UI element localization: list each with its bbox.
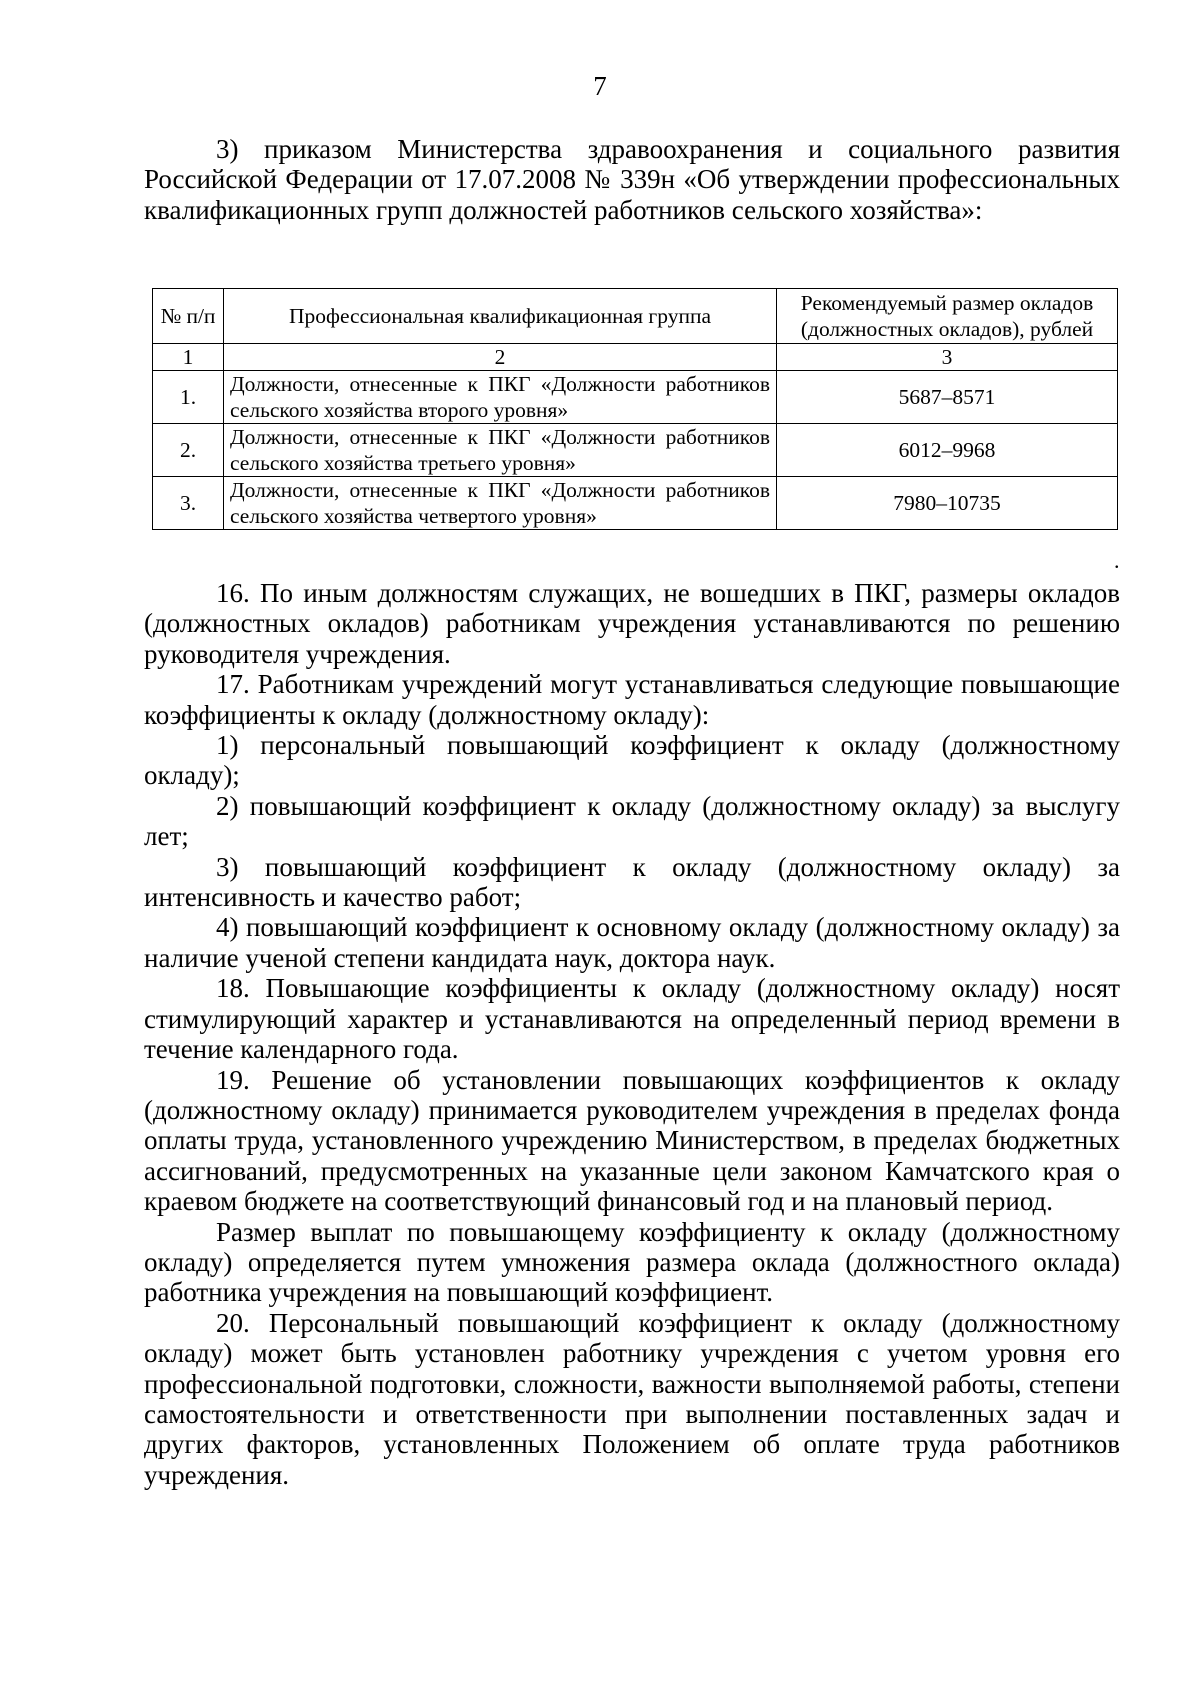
list-item-3: 3) повышающий коэффициент к окладу (должностному окладу) за интенсивность и качество работ; — [144, 851, 1120, 913]
index-cell: 1 — [153, 344, 224, 371]
row-salary: 7980–10735 — [777, 477, 1118, 530]
paragraph-16: 16. По иным должностям служащих, не вошедших в ПКГ, размеры окладов (должностных окладов) работникам учреждения устанавливаются по решению руководителя учреждения. — [144, 578, 1120, 669]
row-group: Должности, отнесенные к ПКГ «Должности работников сельского хозяйства второго уровня» — [224, 371, 777, 424]
row-number: 3. — [153, 477, 224, 530]
trailing-dot: . — [1114, 548, 1120, 573]
row-salary: 6012–9968 — [777, 424, 1118, 477]
paragraph-20: 20. Персональный повышающий коэффициент к окладу (должностному окладу) может быть установлен работнику учреждения с учетом уровня его профессиональной подготовки, сложности, важности выполняемой работы, степени самостоятельности и ответственности при выполнении поставленных задач и других факторов, установленных Положением об оплате труда работников учреждения. — [144, 1307, 1120, 1490]
header-number: № п/п — [153, 289, 224, 344]
intro-section — [144, 134, 1120, 225]
row-salary: 5687–8571 — [777, 371, 1118, 424]
list-item-1: 1) персональный повышающий коэффициент к окладу (должностному окладу); — [144, 730, 1120, 791]
header-group: Профессиональная квалификационная группа — [224, 289, 777, 344]
table-row — [153, 477, 1118, 530]
row-group: Должности, отнесенные к ПКГ «Должности работников сельского хозяйства четвертого уровня» — [224, 477, 777, 530]
table-header-row — [153, 289, 1118, 344]
row-group: Должности, отнесенные к ПКГ «Должности работников сельского хозяйства третьего уровня» — [224, 424, 777, 477]
row-number: 2. — [153, 424, 224, 477]
list-item-4: 4) повышающий коэффициент к основному окладу (должностному окладу) за наличие ученой степени кандидата наук, доктора наук. — [144, 912, 1120, 973]
intro-paragraph: 3) приказом Министерства здравоохранения и социального развития Российской Федерации от 17.07.2008 № 339н «Об утверждении профессиональных квалификационных групп должностей работников сельского хозяйства»: — [144, 134, 1120, 225]
page-number: 7 — [593, 71, 607, 101]
row-number: 1. — [153, 371, 224, 424]
body-section — [144, 578, 1120, 1490]
paragraph-19: 19. Решение об установлении повышающих коэффициентов к окладу (должностному окладу) принимается руководителем учреждения в пределах фонда оплаты труда, установленного учреждению Министерством, в пределах бюджетных ассигнований, предусмотренных на указанные цели законом Камчатского края о краевом бюджете на соответствующий финансовый год и на плановый период. — [144, 1064, 1120, 1217]
index-cell: 3 — [777, 344, 1118, 371]
header-salary: Рекомендуемый размер окладов (должностных окладов), рублей — [777, 289, 1118, 344]
list-item-2: 2) повышающий коэффициент к окладу (должностному окладу) за выслугу лет; — [144, 790, 1120, 852]
paragraph-17: 17. Работникам учреждений могут устанавливаться следующие повышающие коэффициенты к окладу (должностному окладу): — [144, 669, 1120, 730]
index-cell: 2 — [224, 344, 777, 371]
paragraph-payment-size: Размер выплат по повышающему коэффициенту к окладу (должностному окладу) определяется путем умножения размера оклада (должностного оклада) работника учреждения на повышающий коэффициент. — [144, 1216, 1120, 1308]
table-row — [153, 371, 1118, 424]
table-index-row — [153, 344, 1118, 371]
salary-table — [152, 288, 1118, 530]
table-row — [153, 424, 1118, 477]
paragraph-18: 18. Повышающие коэффициенты к окладу (должностному окладу) носят стимулирующий характер и устанавливаются на определенный период времени в течение календарного года. — [144, 973, 1120, 1065]
